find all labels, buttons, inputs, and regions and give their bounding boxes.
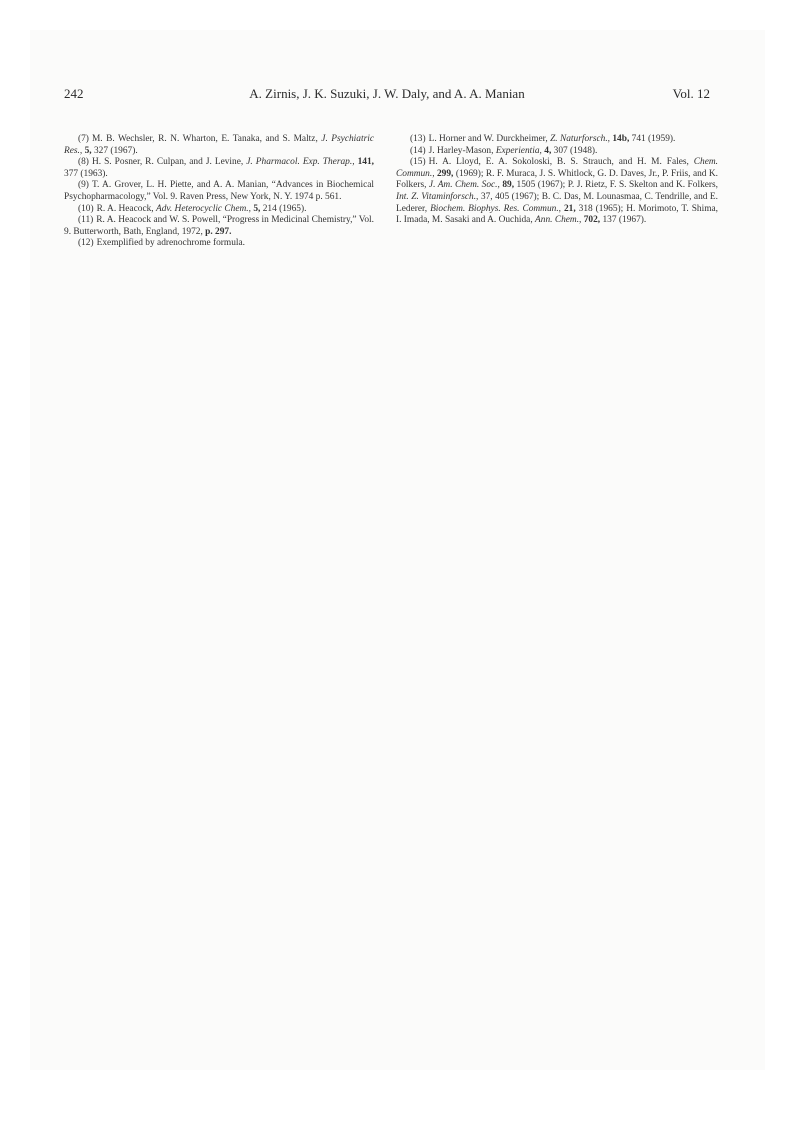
page-number: 242 [64,86,84,101]
reference-11: (11) R. A. Heacock and W. S. Powell, “Progress in Medicinal Chemistry,” Vol. 9. Butterworth, Bath, England, 1972, p. 297. [64,215,374,237]
reference-12: (12) Exemplified by adrenochrome formula. [78,238,246,249]
reference-7: (7) M. B. Wechsler, R. N. Wharton, E. Tanaka, and S. Maltz, J. Psychiatric Res., 5, 327 (1967). [64,134,374,156]
reference-15: (15) H. A. Lloyd, E. A. Sokoloski, B. S. Strauch, and H. M. Fales, Chem. Commun., 299, (1969); R. F. Muraca, J. S. Whitlock, G. D. Daves, Jr., P. Friis, and K. Folkers, J. Am. Chem. Soc., 89, 1505 (1967); P. J. Rietz, F. S. Skelton and K. Folkers, Int. Z. Vitaminforsch., 37, 405 (1967); B. C. Das, M. Lounasmaa, C. Tendrille, and E. Lederer, Biochem. Biophys. Res. Commun., 21, 318 (1965); H. Morimoto, T. Shima, I. Imada, M. Sasaki and A. Ouchida, Ann. Chem., 702, 137 (1967). [396,157,719,226]
reference-9: (9) T. A. Grover, L. H. Piette, and A. A. Manian, “Advances in Biochemical Psychopharmacology,” Vol. 9. Raven Press, New York, N. Y. 1974 p. 561. [64,180,374,202]
reference-13: (13) L. Horner and W. Durckheimer, Z. Naturforsch., 14b, 741 (1959). [410,134,676,144]
header-authors: A. Zirnis, J. K. Suzuki, J. W. Daly, and A. A. Manian [249,86,525,101]
references-left-column [64,134,374,250]
running-header [64,86,710,108]
reference-10: (10) R. A. Heacock, Adv. Heterocyclic Chem., 5, 214 (1965). [78,203,307,214]
references-right-column [396,134,718,227]
reference-14: (14) J. Harley-Mason, Experientia, 4, 307 (1948). [410,145,598,156]
header-volume: Vol. 12 [672,86,710,101]
reference-8: (8) H. S. Posner, R. Culpan, and J. Levine, J. Pharmacol. Exp. Therap., 141, 377 (1963). [64,157,374,179]
